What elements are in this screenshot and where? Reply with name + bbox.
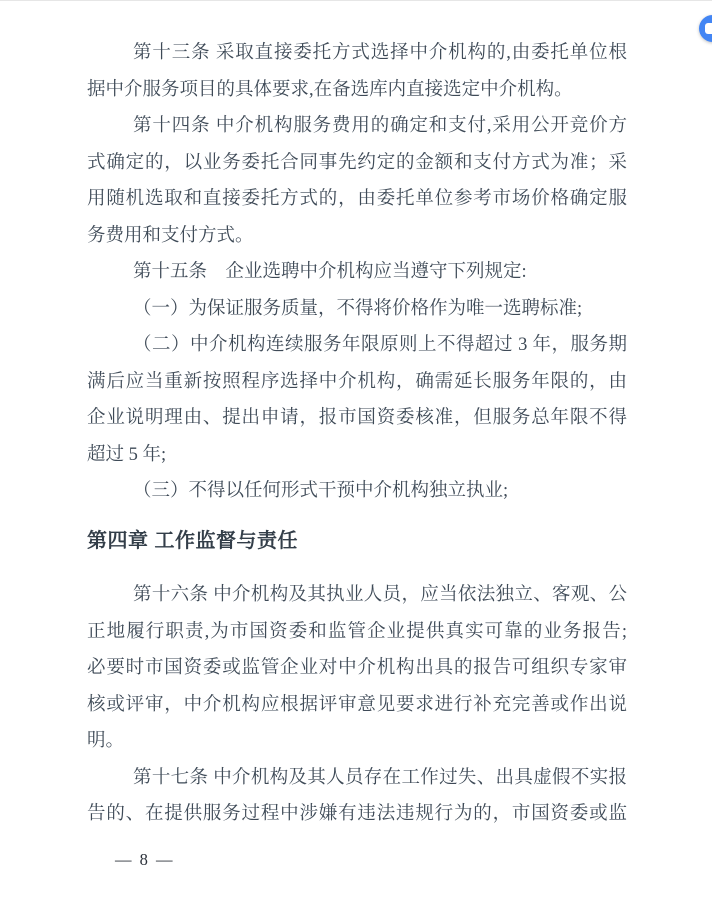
text-line: 超过 5 年; <box>87 444 167 465</box>
text-line: 用随机选取和直接委托方式的，由委托单位参考市场价格确定服 <box>87 189 627 209</box>
text-line: 明。 <box>87 731 125 751</box>
text-line: 务费用和支付方式。 <box>87 225 254 246</box>
text-line: 必要时市国资委或监管企业对中介机构出具的报告可组织专家审 <box>87 658 627 678</box>
chapter-heading: 第四章 工作监督与责任 <box>87 529 299 552</box>
text-line: 核或评审，中介机构应根据评审意见要求进行补充完善或作出说 <box>87 694 627 715</box>
text-line: 式确定的，以业务委托合同事先约定的金额和支付方式为准；采 <box>87 152 627 173</box>
widget-circle-icon <box>705 23 712 34</box>
text-line: 第十六条 中介机构及其执业人员，应当依法独立、客观、公 <box>133 585 627 605</box>
text-line: 正地履行职责,为市国资委和监管企业提供真实可靠的业务报告; <box>87 621 627 642</box>
page-number: — 8 — <box>115 849 175 869</box>
text-line: 据中介服务项目的具体要求,在备选库内直接选定中介机构。 <box>87 79 573 100</box>
text-line: 第十三条 采取直接委托方式选择中介机构的,由委托单位根 <box>133 43 627 63</box>
text-line: 第十四条 中介机构服务费用的确定和支付,采用公开竞价方 <box>133 116 627 136</box>
text-line: 告的、在提供服务过程中涉嫌有违法违规行为的，市国资委或监 <box>87 804 627 824</box>
text-line: （二）中介机构连续服务年限原则上不得超过 3 年，服务期 <box>133 335 627 355</box>
text-line: （三）不得以任何形式干预中介机构独立执业; <box>133 481 509 501</box>
text-line: （一）为保证服务质量，不得将价格作为唯一选聘标准; <box>133 298 583 319</box>
text-line: 企业说明理由、提出申请，报市国资委核准，但服务总年限不得 <box>87 408 627 428</box>
text-line: 满后应当重新按照程序选择中介机构，确需延长服务年限的，由 <box>87 371 627 392</box>
text-line: 第十五条 企业选聘中介机构应当遵守下列规定: <box>133 262 527 282</box>
document-body <box>0 1 712 833</box>
text-line: 第十七条 中介机构及其人员存在工作过失、出具虚假不实报 <box>133 767 627 788</box>
